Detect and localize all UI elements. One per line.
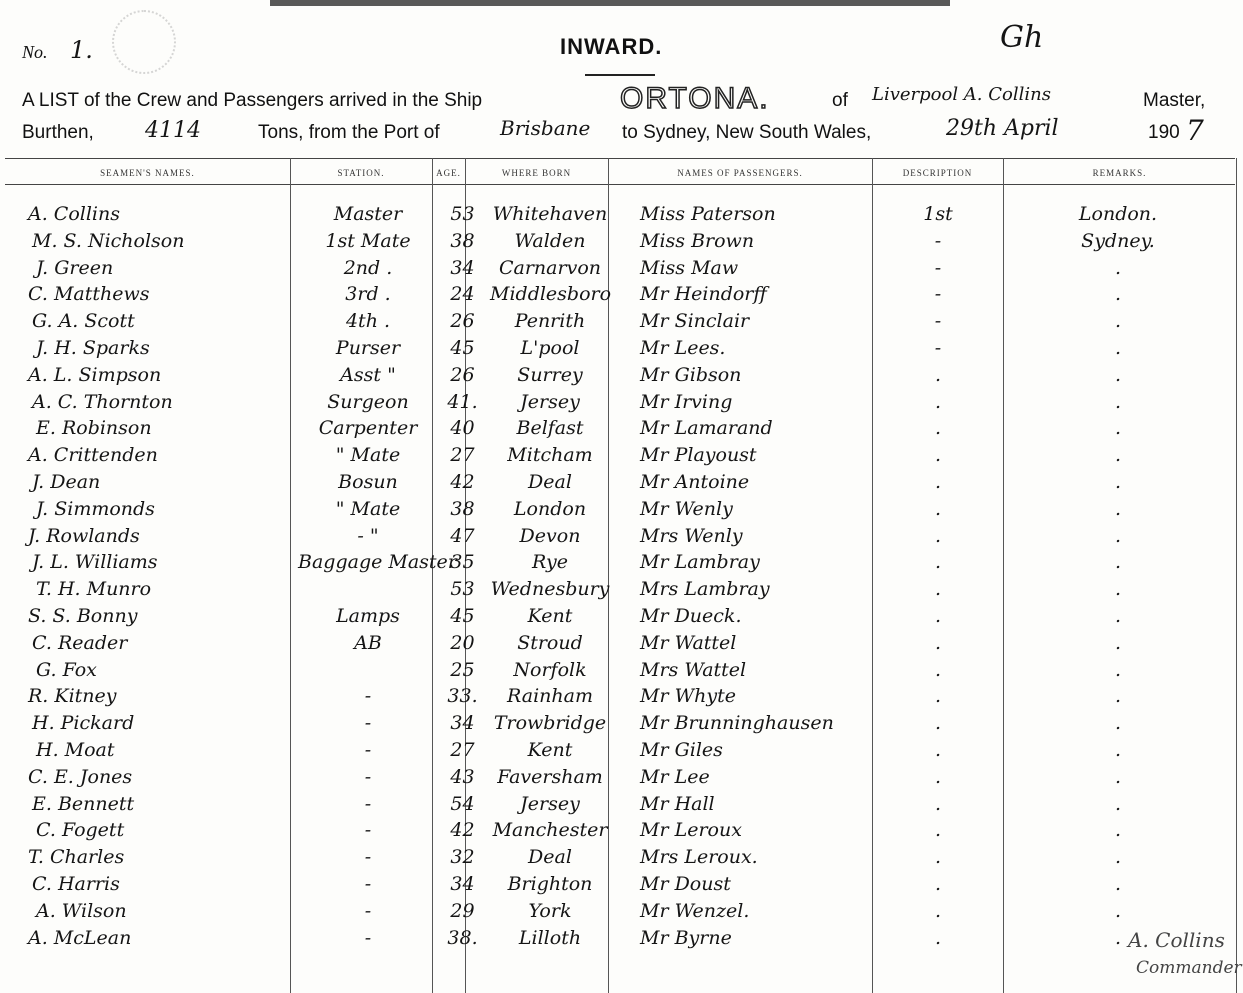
description: . bbox=[934, 498, 942, 520]
station: - " bbox=[357, 525, 379, 547]
age: 38 bbox=[450, 230, 475, 252]
description: . bbox=[934, 391, 942, 413]
passenger-name: Mr Giles bbox=[640, 739, 723, 761]
station: - bbox=[364, 846, 372, 868]
age: 20 bbox=[450, 632, 475, 654]
seaman-name: J. Rowlands bbox=[28, 525, 140, 547]
station: Carpenter bbox=[318, 417, 418, 439]
age: 35 bbox=[450, 551, 475, 573]
header-age: AGE. bbox=[436, 168, 461, 178]
description: - bbox=[934, 230, 942, 252]
remark: . bbox=[1114, 498, 1122, 520]
where-born: Kent bbox=[527, 605, 573, 627]
passenger-name: Mr Wattel bbox=[640, 632, 737, 654]
station: 1st Mate bbox=[325, 230, 411, 252]
passenger-name: Mr Hall bbox=[640, 793, 715, 815]
of-label: of bbox=[832, 90, 848, 111]
number-label: No. bbox=[22, 42, 48, 62]
table-row bbox=[0, 391, 1243, 417]
table-row bbox=[0, 257, 1243, 283]
description: . bbox=[934, 417, 942, 439]
table-row bbox=[0, 766, 1243, 792]
tons-label: Tons, from the Port of bbox=[258, 122, 440, 143]
remark: . bbox=[1114, 257, 1122, 279]
passenger-name: Mr Lee bbox=[640, 766, 710, 788]
title-ornament bbox=[585, 74, 655, 76]
seaman-name: E. Bennett bbox=[32, 793, 135, 815]
where-born: Deal bbox=[528, 846, 572, 868]
table-row bbox=[0, 471, 1243, 497]
where-born: L'pool bbox=[520, 337, 580, 359]
passenger-name: Mr Gibson bbox=[640, 364, 742, 386]
passenger-name: Mr Playoust bbox=[640, 444, 757, 466]
table-row bbox=[0, 685, 1243, 711]
table-row bbox=[0, 793, 1243, 819]
seaman-name: A. Collins bbox=[28, 203, 120, 225]
remark: . bbox=[1114, 283, 1122, 305]
where-born: Stroud bbox=[517, 632, 583, 654]
description: . bbox=[934, 739, 942, 761]
station: - bbox=[364, 766, 372, 788]
passenger-name: Mr Doust bbox=[640, 873, 731, 895]
table-row bbox=[0, 659, 1243, 685]
where-born: Jersey bbox=[520, 391, 580, 413]
table-head-rule bbox=[5, 184, 1235, 185]
description: . bbox=[934, 605, 942, 627]
description: . bbox=[934, 364, 942, 386]
age: 41. bbox=[447, 391, 478, 413]
where-born: Deal bbox=[528, 471, 572, 493]
burthen-value: 4114 bbox=[145, 118, 201, 143]
age: 32 bbox=[450, 846, 475, 868]
description: - bbox=[934, 283, 942, 305]
where-born: Jersey bbox=[520, 793, 580, 815]
remark: . bbox=[1114, 525, 1122, 547]
description: . bbox=[934, 873, 942, 895]
station: Baggage Master bbox=[298, 551, 457, 573]
passenger-name: Mrs Wattel bbox=[640, 659, 747, 681]
station: 4th . bbox=[345, 310, 391, 332]
age: 45 bbox=[450, 337, 475, 359]
description: . bbox=[934, 819, 942, 841]
where-born: Carnarvon bbox=[498, 257, 601, 279]
remark: . bbox=[1114, 766, 1122, 788]
description: . bbox=[934, 525, 942, 547]
seaman-name: A. C. Thornton bbox=[32, 391, 173, 413]
where-born: London bbox=[513, 498, 587, 520]
table-row bbox=[0, 632, 1243, 658]
age: 38 bbox=[450, 498, 475, 520]
where-born: Surrey bbox=[517, 364, 583, 386]
remark: . bbox=[1114, 873, 1122, 895]
seaman-name: J. Green bbox=[36, 257, 114, 279]
table-row bbox=[0, 819, 1243, 845]
passenger-name: Mrs Wenly bbox=[640, 525, 743, 547]
passenger-name: Mr Brunninghausen bbox=[640, 712, 834, 734]
where-born: Lilloth bbox=[518, 927, 582, 949]
remark: . bbox=[1114, 712, 1122, 734]
remark: London. bbox=[1078, 203, 1158, 225]
list-prefix: A LIST of the Crew and Passengers arrived in the Ship bbox=[22, 90, 483, 111]
description: . bbox=[934, 846, 942, 868]
description: . bbox=[934, 766, 942, 788]
clerk-initials: Gh bbox=[1000, 20, 1044, 55]
table-row bbox=[0, 498, 1243, 524]
table-row bbox=[0, 417, 1243, 443]
passenger-name: Mrs Lambray bbox=[640, 578, 770, 600]
seaman-name: C. Harris bbox=[32, 873, 120, 895]
station: - bbox=[364, 900, 372, 922]
header-station: STATION. bbox=[337, 168, 385, 178]
description: . bbox=[934, 685, 942, 707]
seaman-name: J. H. Sparks bbox=[36, 337, 150, 359]
remark: Sydney. bbox=[1081, 230, 1155, 252]
age: 53 bbox=[450, 203, 475, 225]
station: 3rd . bbox=[345, 283, 391, 305]
age: 42 bbox=[450, 819, 475, 841]
table-row bbox=[0, 283, 1243, 309]
age: 43 bbox=[450, 766, 475, 788]
remark: . bbox=[1114, 391, 1122, 413]
table-row bbox=[0, 712, 1243, 738]
age: 47 bbox=[450, 525, 475, 547]
age: 24 bbox=[450, 283, 475, 305]
to-label: to Sydney, New South Wales, bbox=[622, 122, 872, 143]
header-passengers: NAMES OF PASSENGERS. bbox=[677, 168, 803, 178]
passenger-name: Mr Leroux bbox=[640, 819, 742, 841]
header-description: DESCRIPTION bbox=[902, 168, 973, 178]
table-row bbox=[0, 444, 1243, 470]
where-born: Kent bbox=[527, 739, 573, 761]
passenger-name: Mr Sinclair bbox=[640, 310, 750, 332]
where-born: Middlesboro bbox=[490, 283, 612, 305]
seaman-name: T. H. Munro bbox=[36, 578, 152, 600]
where-born: Rye bbox=[532, 551, 568, 573]
station: Surgeon bbox=[327, 391, 409, 413]
description: . bbox=[934, 659, 942, 681]
seaman-name: C. Fogett bbox=[36, 819, 125, 841]
remark: . bbox=[1114, 310, 1122, 332]
of-value: Liverpool A. Collins bbox=[872, 84, 1051, 105]
remark: . bbox=[1114, 337, 1122, 359]
station: AB bbox=[354, 632, 382, 654]
table-row bbox=[0, 364, 1243, 390]
station: - bbox=[364, 685, 372, 707]
table-row bbox=[0, 578, 1243, 604]
station: - bbox=[364, 712, 372, 734]
seaman-name: G. Fox bbox=[36, 659, 97, 681]
top-header-rule bbox=[270, 0, 950, 6]
remark: . bbox=[1114, 364, 1122, 386]
where-born: Brighton bbox=[507, 873, 593, 895]
age: 34 bbox=[450, 873, 475, 895]
age: 40 bbox=[450, 417, 475, 439]
seaman-name: R. Kitney bbox=[28, 685, 117, 707]
description: - bbox=[934, 337, 942, 359]
table-row bbox=[0, 203, 1243, 229]
remark: . bbox=[1114, 444, 1122, 466]
passenger-name: Mr Antoine bbox=[640, 471, 750, 493]
passenger-name: Mr Byrne bbox=[640, 927, 732, 949]
seaman-name: J. Dean bbox=[32, 471, 101, 493]
remark: . bbox=[1114, 632, 1122, 654]
age: 25 bbox=[450, 659, 475, 681]
station: - bbox=[364, 793, 372, 815]
passenger-name: Mr Wenly bbox=[640, 498, 733, 520]
age: 34 bbox=[450, 257, 475, 279]
seaman-name: S. S. Bonny bbox=[28, 605, 138, 627]
description: . bbox=[934, 900, 942, 922]
table-row bbox=[0, 927, 1243, 953]
station: Lamps bbox=[336, 605, 400, 627]
station: 2nd . bbox=[343, 257, 393, 279]
burthen-label: Burthen, bbox=[22, 122, 94, 143]
age: 34 bbox=[450, 712, 475, 734]
age: 53 bbox=[450, 578, 475, 600]
where-born: Devon bbox=[519, 525, 581, 547]
passenger-name: Miss Brown bbox=[640, 230, 755, 252]
where-born: York bbox=[528, 900, 572, 922]
ship-name: ORTONA. bbox=[620, 82, 770, 115]
number-value: 1. bbox=[70, 36, 93, 64]
passenger-name: Miss Paterson bbox=[640, 203, 776, 225]
description: . bbox=[934, 551, 942, 573]
where-born: Wednesbury bbox=[490, 578, 610, 600]
station: - bbox=[364, 819, 372, 841]
description: 1st bbox=[923, 203, 953, 225]
passenger-name: Mr Whyte bbox=[640, 685, 736, 707]
direction-title: INWARD. bbox=[560, 34, 663, 59]
signature-name: A. Collins bbox=[1128, 928, 1225, 952]
table-top-rule bbox=[5, 158, 1235, 159]
where-born: Norfolk bbox=[513, 659, 587, 681]
passenger-name: Mr Irving bbox=[640, 391, 733, 413]
station: Bosun bbox=[338, 471, 398, 493]
age: 38. bbox=[447, 927, 478, 949]
remark: . bbox=[1114, 659, 1122, 681]
where-born: Trowbridge bbox=[493, 712, 607, 734]
remark: . bbox=[1114, 685, 1122, 707]
age: 27 bbox=[450, 739, 475, 761]
station: Purser bbox=[335, 337, 401, 359]
passenger-name: Mr Dueck. bbox=[640, 605, 742, 627]
station: - bbox=[364, 739, 372, 761]
remark: . bbox=[1114, 739, 1122, 761]
description: - bbox=[934, 257, 942, 279]
table-row bbox=[0, 739, 1243, 765]
where-born: Whitehaven bbox=[492, 203, 608, 225]
age: 29 bbox=[450, 900, 475, 922]
where-born: Manchester bbox=[492, 819, 608, 841]
passenger-name: Mr Wenzel. bbox=[640, 900, 750, 922]
remark: . bbox=[1114, 846, 1122, 868]
station: - bbox=[364, 873, 372, 895]
age: 45 bbox=[450, 605, 475, 627]
seaman-name: A. McLean bbox=[28, 927, 132, 949]
remark: . bbox=[1114, 819, 1122, 841]
description: . bbox=[934, 712, 942, 734]
table-row bbox=[0, 337, 1243, 363]
description: . bbox=[934, 444, 942, 466]
remark: . bbox=[1114, 551, 1122, 573]
passenger-name: Miss Maw bbox=[640, 257, 739, 279]
header-where-born: WHERE BORN bbox=[501, 168, 572, 178]
description: - bbox=[934, 310, 942, 332]
table-row bbox=[0, 846, 1243, 872]
description: . bbox=[934, 632, 942, 654]
station: " Mate bbox=[335, 498, 401, 520]
passenger-name: Mr Lees. bbox=[640, 337, 726, 359]
where-born: Faversham bbox=[497, 766, 603, 788]
header-seamens-names: SEAMEN'S NAMES. bbox=[100, 168, 195, 178]
table-row bbox=[0, 900, 1243, 926]
age: 26 bbox=[450, 364, 475, 386]
station: - bbox=[364, 927, 372, 949]
station: Master bbox=[333, 203, 403, 225]
year-suffix: 7 bbox=[1186, 114, 1204, 147]
seaman-name: G. A. Scott bbox=[32, 310, 135, 332]
where-born: Walden bbox=[514, 230, 586, 252]
year-prefix: 190 bbox=[1148, 122, 1180, 143]
remark: . bbox=[1114, 417, 1122, 439]
passenger-name: Mr Lambray bbox=[640, 551, 760, 573]
seaman-name: C. Reader bbox=[32, 632, 128, 654]
passenger-name: Mrs Leroux. bbox=[640, 846, 758, 868]
remark: . bbox=[1114, 900, 1122, 922]
where-born: Penrith bbox=[514, 310, 586, 332]
where-born: Belfast bbox=[516, 417, 584, 439]
signature-title: Commander bbox=[1136, 958, 1242, 978]
seaman-name: A. L. Simpson bbox=[28, 364, 162, 386]
seaman-name: M. S. Nicholson bbox=[32, 230, 185, 252]
station: Asst " bbox=[340, 364, 396, 386]
seaman-name: J. Simmonds bbox=[36, 498, 155, 520]
seaman-name: A. Wilson bbox=[36, 900, 127, 922]
master-label: Master, bbox=[1143, 90, 1206, 111]
seaman-name: T. Charles bbox=[28, 846, 125, 868]
age: 33. bbox=[447, 685, 478, 707]
remark: . bbox=[1114, 471, 1122, 493]
stamp-mark bbox=[112, 10, 176, 74]
station: " Mate bbox=[335, 444, 401, 466]
remark: . bbox=[1114, 605, 1122, 627]
seaman-name: C. Matthews bbox=[28, 283, 150, 305]
seaman-name: A. Crittenden bbox=[28, 444, 158, 466]
where-born: Rainham bbox=[507, 685, 593, 707]
passenger-name: Mr Heindorff bbox=[640, 283, 767, 305]
age: 26 bbox=[450, 310, 475, 332]
port-value: Brisbane bbox=[500, 116, 591, 140]
table-row bbox=[0, 605, 1243, 631]
passenger-name: Mr Lamarand bbox=[640, 417, 773, 439]
age: 42 bbox=[450, 471, 475, 493]
seaman-name: E. Robinson bbox=[36, 417, 152, 439]
description: . bbox=[934, 578, 942, 600]
table-row bbox=[0, 310, 1243, 336]
seaman-name: C. E. Jones bbox=[28, 766, 133, 788]
table-row bbox=[0, 873, 1243, 899]
table-row bbox=[0, 551, 1243, 577]
header-remarks: REMARKS. bbox=[1092, 168, 1147, 178]
description: . bbox=[934, 927, 942, 949]
remark: . bbox=[1114, 793, 1122, 815]
seaman-name: H. Pickard bbox=[32, 712, 135, 734]
remark: . bbox=[1114, 927, 1122, 949]
date-value: 29th April bbox=[946, 116, 1059, 141]
description: . bbox=[934, 471, 942, 493]
table-row bbox=[0, 230, 1243, 256]
age: 27 bbox=[450, 444, 475, 466]
description: . bbox=[934, 793, 942, 815]
where-born: Mitcham bbox=[507, 444, 593, 466]
seaman-name: H. Moat bbox=[36, 739, 115, 761]
table-row bbox=[0, 525, 1243, 551]
remark: . bbox=[1114, 578, 1122, 600]
age: 54 bbox=[450, 793, 475, 815]
seaman-name: J. L. Williams bbox=[32, 551, 158, 573]
